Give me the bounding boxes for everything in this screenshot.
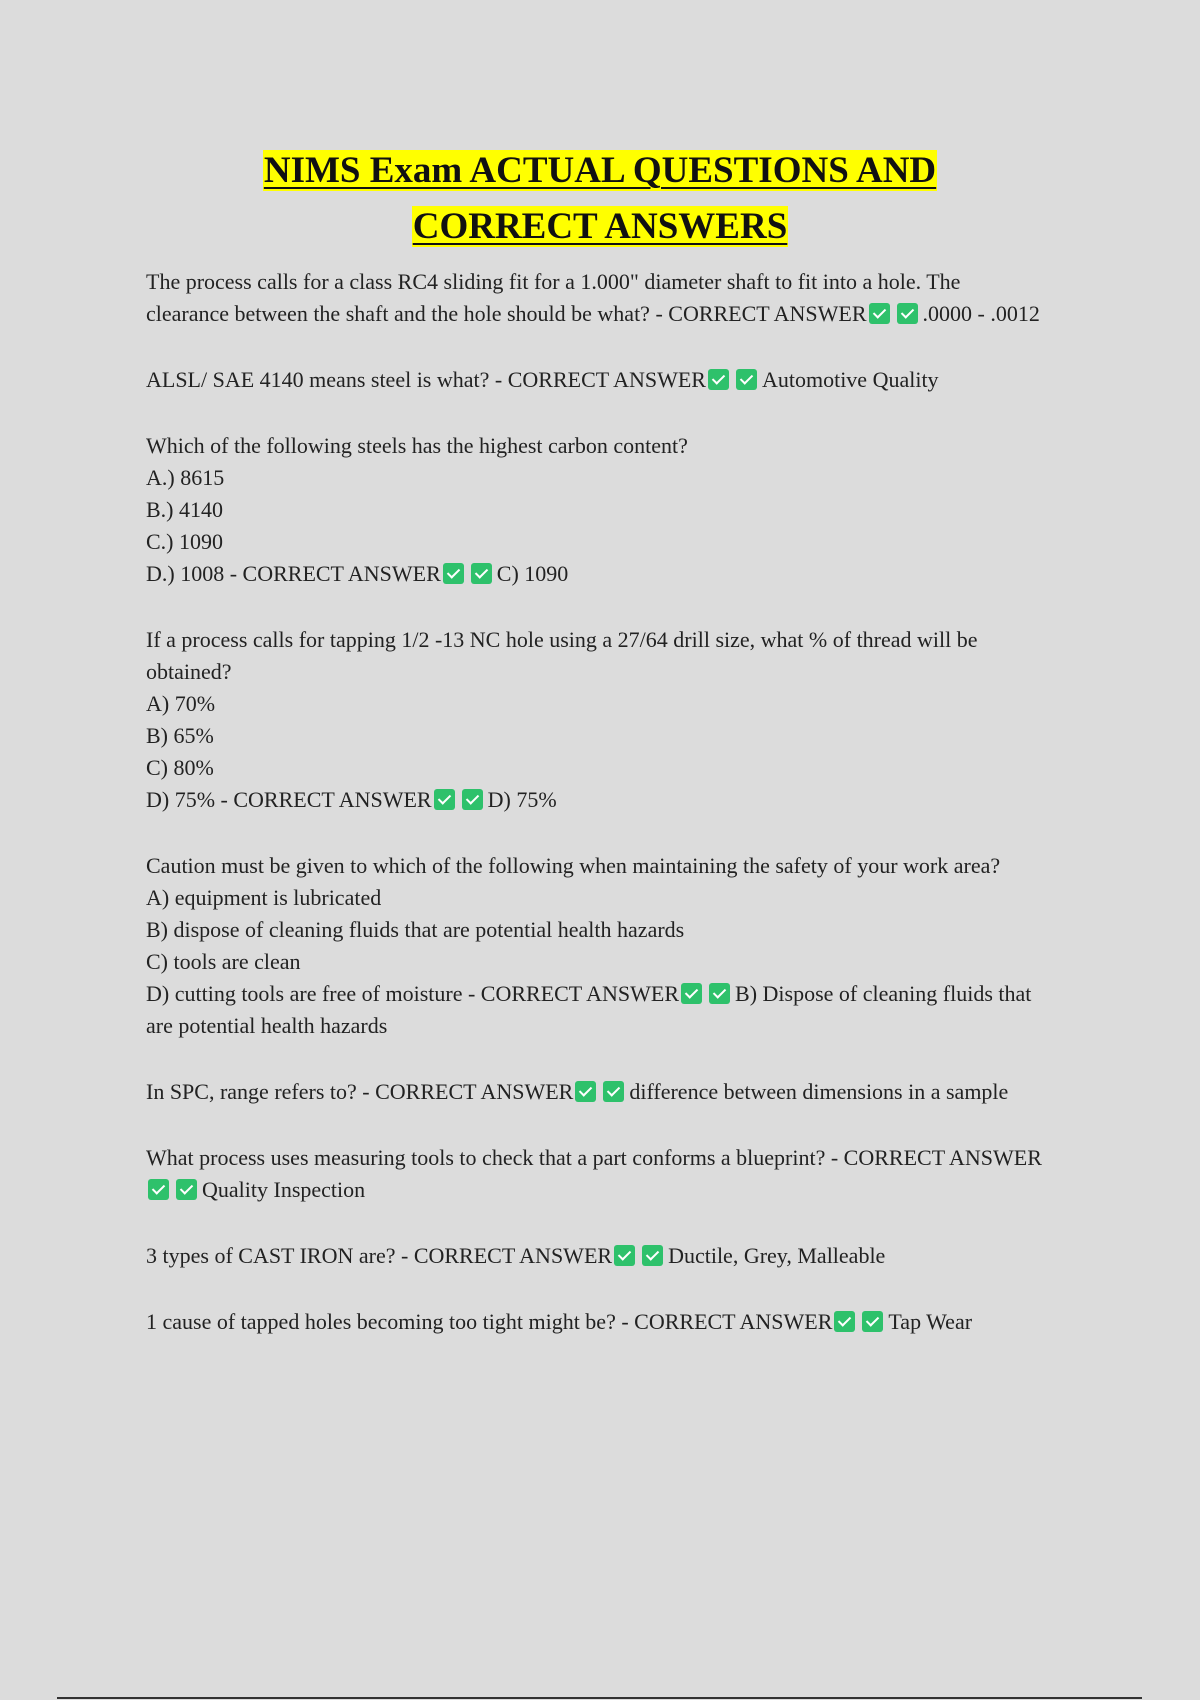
answer-text: B) Dispose of cleaning fluids that are potential health hazards <box>146 981 1032 1038</box>
check-mark-icon <box>176 1179 197 1200</box>
answer-text: difference between dimensions in a sample <box>629 1079 1009 1104</box>
check-mark-icon <box>869 303 890 324</box>
question-answer-line <box>146 266 1046 330</box>
question-block <box>146 430 1046 590</box>
question-answer-line <box>146 1240 1046 1272</box>
check-mark-icon <box>434 789 455 810</box>
title-line-2: CORRECT ANSWERS <box>412 206 788 247</box>
question-list <box>146 266 1046 1372</box>
question-block <box>146 266 1046 330</box>
question-line <box>146 624 1046 688</box>
check-mark-icon <box>575 1081 596 1102</box>
check-mark-icon <box>862 1311 883 1332</box>
question-line <box>146 914 1046 946</box>
question-text: 3 types of CAST IRON are? - CORRECT ANSWER <box>146 1243 613 1268</box>
question-answer-line <box>146 784 1046 816</box>
check-mark-icon <box>736 369 757 390</box>
answer-text: Quality Inspection <box>202 1177 366 1202</box>
question-text: C) tools are clean <box>146 949 301 974</box>
question-line <box>146 850 1046 882</box>
question-line <box>146 946 1046 978</box>
question-text: ALSL/ SAE 4140 means steel is what? - CORRECT ANSWER <box>146 367 706 392</box>
question-text: A.) 8615 <box>146 465 225 490</box>
question-answer-line <box>146 364 1046 396</box>
question-text: B) dispose of cleaning fluids that are potential health hazards <box>146 917 685 942</box>
question-line <box>146 720 1046 752</box>
question-text: B.) 4140 <box>146 497 223 522</box>
question-block <box>146 624 1046 816</box>
check-mark-icon <box>897 303 918 324</box>
answer-text: C) 1090 <box>496 561 569 586</box>
question-answer-line <box>146 978 1046 1042</box>
question-answer-line <box>146 1306 1046 1338</box>
answer-text: .0000 - .0012 <box>922 301 1040 326</box>
title-line-1: NIMS Exam ACTUAL QUESTIONS AND <box>263 150 937 191</box>
check-mark-icon <box>709 983 730 1004</box>
question-answer-line <box>146 1076 1046 1108</box>
check-mark-icon <box>642 1245 663 1266</box>
question-answer-line <box>146 558 1046 590</box>
question-block <box>146 1076 1046 1108</box>
question-text: D.) 1008 - CORRECT ANSWER <box>146 561 441 586</box>
question-block <box>146 850 1046 1042</box>
page-divider <box>57 1697 1142 1699</box>
check-mark-icon <box>834 1311 855 1332</box>
question-text: What process uses measuring tools to check that a part conforms a blueprint? - CORRECT ANSWER <box>146 1145 1042 1170</box>
check-mark-icon <box>603 1081 624 1102</box>
question-text: C) 80% <box>146 755 214 780</box>
question-text: In SPC, range refers to? - CORRECT ANSWER <box>146 1079 574 1104</box>
question-block <box>146 1240 1046 1272</box>
question-text: B) 65% <box>146 723 214 748</box>
check-mark-icon <box>708 369 729 390</box>
check-mark-icon <box>148 1179 169 1200</box>
question-line <box>146 526 1046 558</box>
question-text: D) 75% - CORRECT ANSWER <box>146 787 432 812</box>
question-text: Caution must be given to which of the following when maintaining the safety of your work area? <box>146 853 1001 878</box>
question-text: D) cutting tools are free of moisture - CORRECT ANSWER <box>146 981 680 1006</box>
question-text: 1 cause of tapped holes becoming too tight might be? - CORRECT ANSWER <box>146 1309 833 1334</box>
check-mark-icon <box>681 983 702 1004</box>
question-block <box>146 1142 1046 1206</box>
question-block <box>146 1306 1046 1338</box>
question-text: Which of the following steels has the highest carbon content? <box>146 433 688 458</box>
question-line <box>146 882 1046 914</box>
question-line <box>146 494 1046 526</box>
document-title <box>0 143 1200 255</box>
question-line <box>146 688 1046 720</box>
question-text: The process calls for a class RC4 sliding fit for a 1.000" diameter shaft to fit into a hole. The clearance between the shaft and the hole should be what? - CORRECT ANSWER <box>146 269 961 326</box>
check-mark-icon <box>471 563 492 584</box>
question-line <box>146 462 1046 494</box>
check-mark-icon <box>443 563 464 584</box>
question-text: If a process calls for tapping 1/2 -13 NC hole using a 27/64 drill size, what % of thread will be obtained? <box>146 627 978 684</box>
question-text: A) 70% <box>146 691 216 716</box>
question-line <box>146 430 1046 462</box>
question-text: A) equipment is lubricated <box>146 885 382 910</box>
question-line <box>146 752 1046 784</box>
answer-text: Ductile, Grey, Malleable <box>668 1243 886 1268</box>
question-answer-line <box>146 1142 1046 1206</box>
answer-text: Automotive Quality <box>761 367 939 392</box>
question-text: C.) 1090 <box>146 529 223 554</box>
answer-text: D) 75% <box>487 787 557 812</box>
check-mark-icon <box>614 1245 635 1266</box>
answer-text: Tap Wear <box>888 1309 973 1334</box>
check-mark-icon <box>462 789 483 810</box>
question-block <box>146 364 1046 396</box>
